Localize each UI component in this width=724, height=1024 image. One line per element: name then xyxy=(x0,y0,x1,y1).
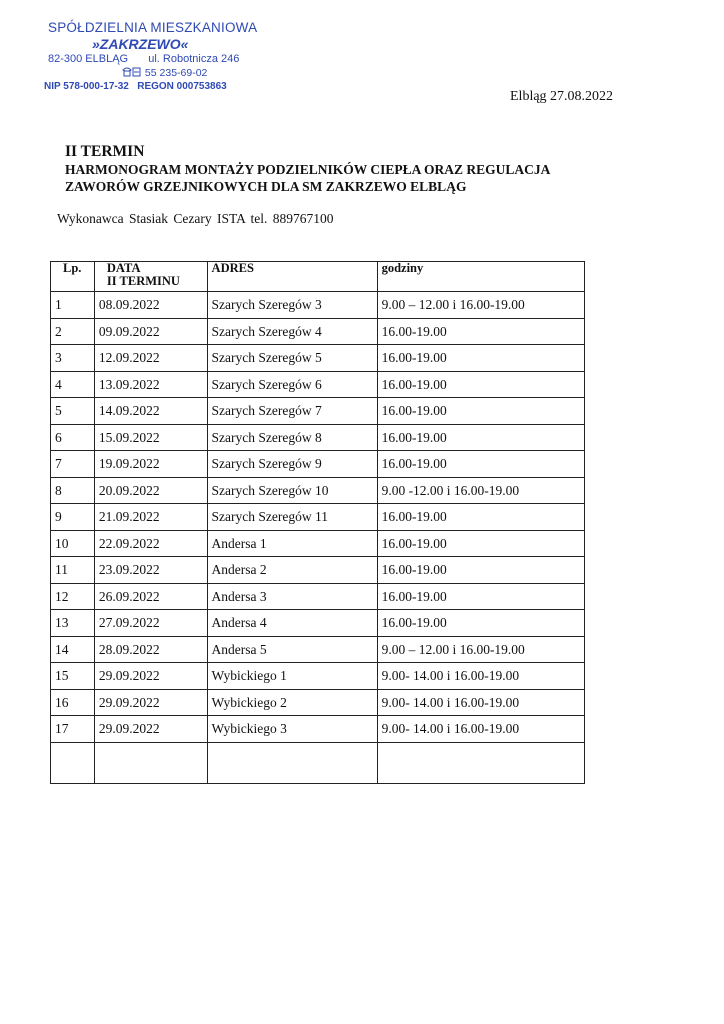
cell-address: Szarych Szeregów 11 xyxy=(207,504,377,531)
phone-icon xyxy=(122,67,145,79)
table-row xyxy=(51,557,585,584)
cell-date: 26.09.2022 xyxy=(94,583,207,610)
cell-date: 12.09.2022 xyxy=(94,345,207,372)
cell-lp: 1 xyxy=(51,292,95,319)
cell-lp: 5 xyxy=(51,398,95,425)
cell-date: 13.09.2022 xyxy=(94,371,207,398)
cell-date: 14.09.2022 xyxy=(94,398,207,425)
cell-date: 27.09.2022 xyxy=(94,610,207,637)
cell-hours: 16.00-19.00 xyxy=(377,583,584,610)
cell-lp: 7 xyxy=(51,451,95,478)
cell-address: Szarych Szeregów 7 xyxy=(207,398,377,425)
cell-hours: 16.00-19.00 xyxy=(377,530,584,557)
cell-address: Szarych Szeregów 9 xyxy=(207,451,377,478)
header-address: ADRES xyxy=(207,262,377,292)
cell-lp: 14 xyxy=(51,636,95,663)
table-body xyxy=(51,292,585,784)
cell-address: Andersa 1 xyxy=(207,530,377,557)
table-row xyxy=(51,504,585,531)
stamp-street: ul. Robotnicza 246 xyxy=(148,53,240,65)
cell-hours: 9.00 – 12.00 i 16.00-19.00 xyxy=(377,292,584,319)
cell-address: Wybickiego 1 xyxy=(207,663,377,690)
table-row xyxy=(51,530,585,557)
table-row xyxy=(51,371,585,398)
stamp-phone-line xyxy=(42,66,262,80)
cell-address: Wybickiego 2 xyxy=(207,689,377,716)
cell-address: Szarych Szeregów 3 xyxy=(207,292,377,319)
cell-hours: 16.00-19.00 xyxy=(377,345,584,372)
table-row-empty xyxy=(51,742,585,783)
table-row xyxy=(51,398,585,425)
empty-cell xyxy=(207,742,377,783)
cell-lp: 8 xyxy=(51,477,95,504)
cell-address: Andersa 3 xyxy=(207,583,377,610)
cell-lp: 3 xyxy=(51,345,95,372)
cell-date: 19.09.2022 xyxy=(94,451,207,478)
document-title xyxy=(65,161,625,195)
table-row xyxy=(51,292,585,319)
cell-address: Andersa 4 xyxy=(207,610,377,637)
cell-date: 29.09.2022 xyxy=(94,716,207,743)
cell-address: Szarych Szeregów 5 xyxy=(207,345,377,372)
cell-hours: 9.00- 14.00 i 16.00-19.00 xyxy=(377,689,584,716)
cell-hours: 9.00- 14.00 i 16.00-19.00 xyxy=(377,663,584,690)
cell-address: Szarych Szeregów 4 xyxy=(207,318,377,345)
table-row xyxy=(51,636,585,663)
table-row xyxy=(51,424,585,451)
stamp-phone: 55 235-69-02 xyxy=(144,67,208,79)
cell-address: Szarych Szeregów 8 xyxy=(207,424,377,451)
cell-date: 20.09.2022 xyxy=(94,477,207,504)
cell-hours: 16.00-19.00 xyxy=(377,371,584,398)
stamp-nip: NIP 578-000-17-32 xyxy=(44,81,129,92)
termin-heading: II TERMIN xyxy=(65,143,145,160)
table-row xyxy=(51,345,585,372)
cell-date: 09.09.2022 xyxy=(94,318,207,345)
cell-address: Szarych Szeregów 10 xyxy=(207,477,377,504)
table-header-row xyxy=(51,262,585,292)
cell-date: 21.09.2022 xyxy=(94,504,207,531)
cell-date: 29.09.2022 xyxy=(94,689,207,716)
schedule-table xyxy=(50,261,585,784)
cell-address: Wybickiego 3 xyxy=(207,716,377,743)
table-row xyxy=(51,451,585,478)
cell-date: 15.09.2022 xyxy=(94,424,207,451)
stamp-postal-city: 82-300 ELBLĄG xyxy=(48,53,129,65)
stamp-address xyxy=(42,53,262,66)
empty-cell xyxy=(94,742,207,783)
cell-hours: 16.00-19.00 xyxy=(377,424,584,451)
cell-lp: 13 xyxy=(51,610,95,637)
header-date-line-2: II TERMINU xyxy=(106,274,180,288)
table-row xyxy=(51,318,585,345)
cell-lp: 11 xyxy=(51,557,95,584)
stamp-name: »ZAKRZEWO« xyxy=(92,36,189,52)
empty-cell xyxy=(51,742,95,783)
cell-address: Andersa 2 xyxy=(207,557,377,584)
empty-cell xyxy=(377,742,584,783)
cell-lp: 15 xyxy=(51,663,95,690)
cell-address: Szarych Szeregów 6 xyxy=(207,371,377,398)
cell-hours: 16.00-19.00 xyxy=(377,504,584,531)
contractor-line: Wykonawca Stasiak Cezary ISTA tel. 889767100 xyxy=(57,211,334,226)
cell-date: 23.09.2022 xyxy=(94,557,207,584)
table-row xyxy=(51,663,585,690)
header-hours: godziny xyxy=(377,262,584,292)
cell-lp: 9 xyxy=(51,504,95,531)
stamp-org: SPÓŁDZIELNIA MIESZKANIOWA xyxy=(48,20,258,35)
header-date xyxy=(94,262,207,292)
company-stamp xyxy=(42,20,262,93)
cell-date: 28.09.2022 xyxy=(94,636,207,663)
cell-date: 08.09.2022 xyxy=(94,292,207,319)
cell-hours: 16.00-19.00 xyxy=(377,451,584,478)
cell-hours: 16.00-19.00 xyxy=(377,398,584,425)
cell-lp: 10 xyxy=(51,530,95,557)
cell-hours: 16.00-19.00 xyxy=(377,557,584,584)
table-row xyxy=(51,477,585,504)
cell-lp: 17 xyxy=(51,716,95,743)
title-line-2: ZAWORÓW GRZEJNIKOWYCH DLA SM ZAKRZEWO ELBLĄG xyxy=(65,179,467,194)
cell-lp: 6 xyxy=(51,424,95,451)
cell-lp: 12 xyxy=(51,583,95,610)
stamp-regon: REGON 000753863 xyxy=(137,81,227,92)
cell-hours: 9.00 -12.00 i 16.00-19.00 xyxy=(377,477,584,504)
table-row xyxy=(51,583,585,610)
place-and-date: Elbląg 27.08.2022 xyxy=(510,89,614,104)
stamp-ids xyxy=(42,80,262,93)
header-date-line-1: DATA xyxy=(106,261,141,275)
table-row xyxy=(51,716,585,743)
cell-address: Andersa 5 xyxy=(207,636,377,663)
table-row xyxy=(51,689,585,716)
title-line-1: HARMONOGRAM MONTAŻY PODZIELNIKÓW CIEPŁA ORAZ REGULACJA xyxy=(65,162,551,177)
header-lp: Lp. xyxy=(51,262,95,292)
cell-date: 22.09.2022 xyxy=(94,530,207,557)
cell-hours: 16.00-19.00 xyxy=(377,318,584,345)
cell-date: 29.09.2022 xyxy=(94,663,207,690)
cell-hours: 16.00-19.00 xyxy=(377,610,584,637)
cell-lp: 4 xyxy=(51,371,95,398)
cell-hours: 9.00 – 12.00 i 16.00-19.00 xyxy=(377,636,584,663)
table-row xyxy=(51,610,585,637)
cell-lp: 16 xyxy=(51,689,95,716)
cell-hours: 9.00- 14.00 i 16.00-19.00 xyxy=(377,716,584,743)
cell-lp: 2 xyxy=(51,318,95,345)
